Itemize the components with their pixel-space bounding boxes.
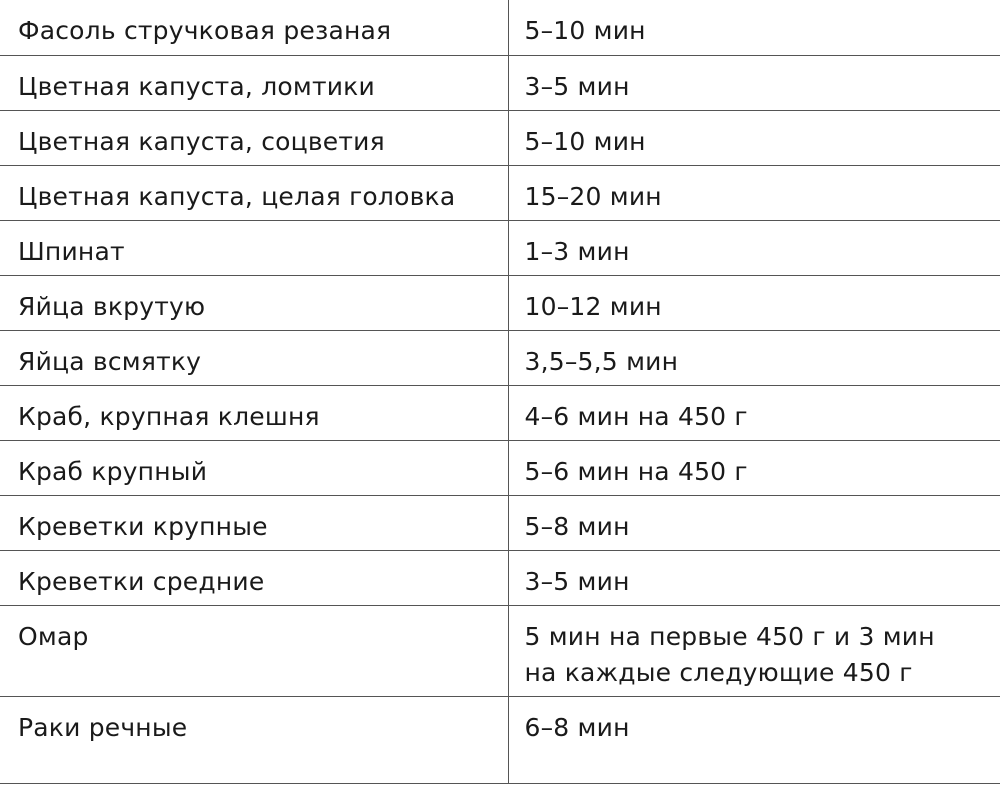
table-row — [0, 220, 1000, 275]
time-cell: 10–12 мин — [508, 275, 1000, 330]
time-cell: 4–6 мин на 450 г — [508, 385, 1000, 440]
item-cell: Шпинат — [0, 220, 508, 275]
table-row — [0, 110, 1000, 165]
table-row — [0, 605, 1000, 696]
table-row — [0, 165, 1000, 220]
item-cell: Цветная капуста, целая головка — [0, 165, 508, 220]
time-cell: 15–20 мин — [508, 165, 1000, 220]
item-cell: Цветная капуста, соцветия — [0, 110, 508, 165]
item-cell: Раки речные — [0, 696, 508, 783]
time-cell: 5–10 мин — [508, 110, 1000, 165]
table-row — [0, 330, 1000, 385]
time-line: на каждые следующие 450 г — [524, 657, 913, 687]
item-cell: Креветки крупные — [0, 495, 508, 550]
item-cell: Краб крупный — [0, 440, 508, 495]
table-row — [0, 550, 1000, 605]
table-row — [0, 495, 1000, 550]
time-cell: 5–10 мин — [508, 0, 1000, 55]
table-row — [0, 0, 1000, 55]
table-row — [0, 275, 1000, 330]
time-cell: 3–5 мин — [508, 55, 1000, 110]
time-cell: 3–5 мин — [508, 550, 1000, 605]
item-cell: Креветки средние — [0, 550, 508, 605]
time-cell — [508, 605, 1000, 696]
table-row — [0, 385, 1000, 440]
item-cell: Цветная капуста, ломтики — [0, 55, 508, 110]
item-cell: Фасоль стручковая резаная — [0, 0, 508, 55]
item-cell: Яйца всмятку — [0, 330, 508, 385]
time-cell: 6–8 мин — [508, 696, 1000, 783]
item-cell: Омар — [0, 605, 508, 696]
time-cell: 3,5–5,5 мин — [508, 330, 1000, 385]
time-cell: 1–3 мин — [508, 220, 1000, 275]
table-row — [0, 55, 1000, 110]
item-cell: Краб, крупная клешня — [0, 385, 508, 440]
time-cell: 5–8 мин — [508, 495, 1000, 550]
item-cell: Яйца вкрутую — [0, 275, 508, 330]
table-row — [0, 440, 1000, 495]
time-cell: 5–6 мин на 450 г — [508, 440, 1000, 495]
table-row — [0, 696, 1000, 783]
time-line: 5 мин на первые 450 г и 3 мин — [524, 621, 935, 651]
